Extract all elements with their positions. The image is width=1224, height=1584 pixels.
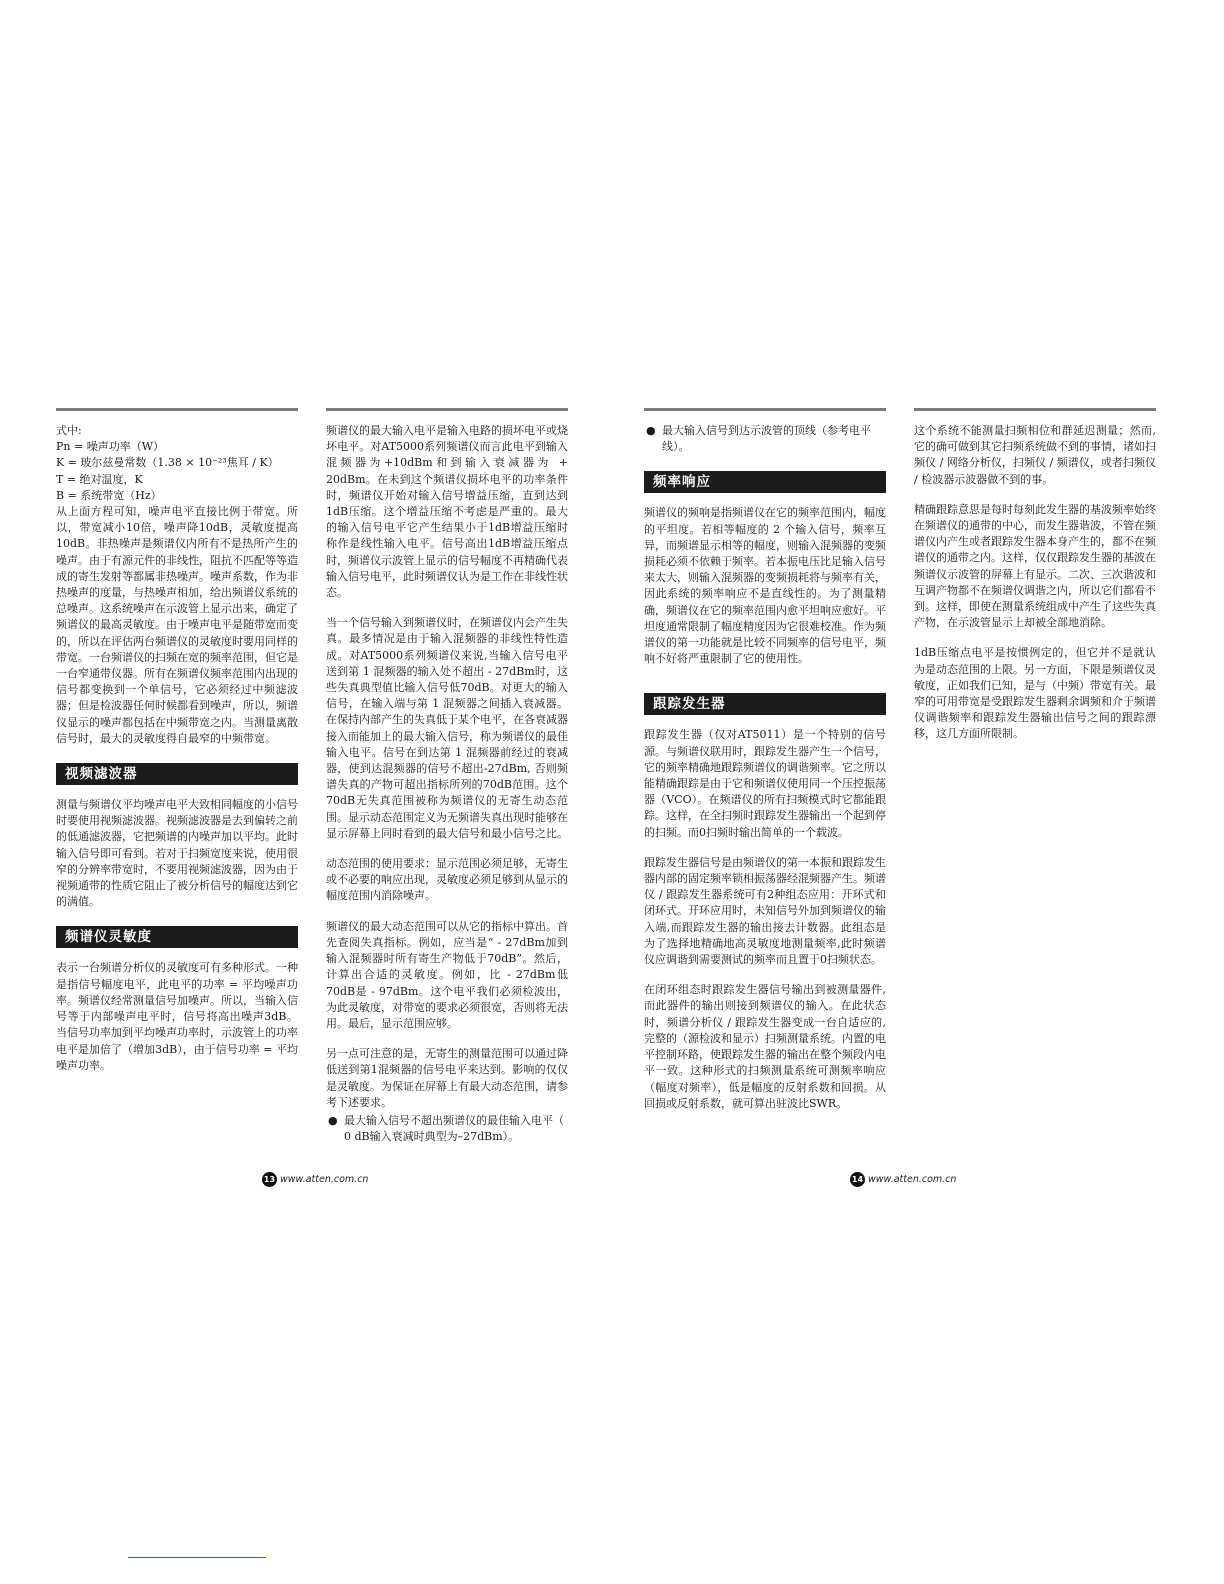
column-rule [914,408,1156,411]
bullet-text: 最大输入信号到达示波管的顶线（参考电平线）。 [662,424,871,454]
paragraph: 表示一台频谱分析仪的灵敏度可有多种形式。一种是指信号幅度电平，此电平的功率 = 平均噪声功率。频谱仪经常测量信号加噪声。所以，当输入信号等于内部噪声电平时，信号将高出噪声3dB。当信号功率加到平均噪声功率时，示波管上的功率电平是加倍了（增加3dB），由于信号功率 = 平均噪声功率。 [56,961,298,1072]
paragraph: 从上面方程可知，噪声电平直接比例于带宽。所以，带宽减小10倍，噪声降10dB，灵敏度提高10dB。非热噪声是频谱仪内所有不是热所产生的噪声。由于有源元件的非线性，阻抗不匹配等等造成的寄生发射等都属非热噪声。噪声系数，作为非热噪声的度量，与热噪声相加，给出频谱仪系统的总噪声。这系统噪声在示波管上显示出来，确定了频谱仪的最高灵敏度。由于噪声电平是随带宽而变的，所以在评估两台频谱仪的灵敏度时要用同样的带宽。一台频谱仪的扫频在宽的频率范围，但它是一台窄通带仪器。所有在频谱仪频率范围内出现的信号都变换到一个单信号，它必须经过中频滤波器；但是检波器任何时候都看到噪声，所以，频谱仪显示的噪声都包括在中频带宽之内。当测量离散信号时，最大的灵敏度得自最窄的中频带宽。 [56,505,298,745]
bottom-divider-line [128,1557,266,1558]
paragraph: 频谱仪的最大输入电平是输入电路的损坏电平或烧坏电平。对AT5000系列频谱仪而言此电平到输入混频器为+10dBm和到输入衰减器为 + 20dBm。在未到这个频谱仪损坏电平的功率条件时，频谱仪开始对输入信号增益压缩，直到达到1dB压缩。这个增益压缩不考虑是严重的。最大的输入信号电平它产生结果小于1dB增益压缩时称作是线性输入电平。信号高出1dB增益压缩点时，频谱仪示波管上显示的信号幅度不再精确代表输入信号电平，此时频谱仪认为是工作在非线性状态。 [326,424,568,600]
paragraph: 当一个信号输入到频谱仪时，在频谱仪内会产生失真。最多情况是由于输入混频器的非线性特性造成。对AT5000系列频谱仪来说,当输入信号电平送到第 1 混频器的输入处不超出 - 27dBm时，这些失真典型值比输入信号低70dB。对更大的输入信号，在输入端与第 1 混频器之间插入衰减器。在保持内部产生的失真低于某个电平，在各衰减器接入而能加上的最大输入信号，称为频谱仪的最佳输入电平。信号在到达第 1 混频器前经过的衰减器，使到达混频器的信号不超出-27dBm, 否则频谱失真的产物可超出指标所列的70dB范围。这个70dB无失真范围被称为频谱仪的无寄生动态范围。显示动态范围定义为无频谱失真出现时能够在显示屏幕上同时看到的最大信号和最小信号之比。 [326,616,568,840]
paragraph: 动态范围的使用要求：显示范围必须足够，无寄生或不必要的响应出现，灵敏度必须足够到从显示的幅度范围内消除噪声。 [326,857,568,903]
column-rule [644,408,886,411]
formula-line: 式中: [56,424,82,437]
column-4 [914,408,1156,757]
footer-url[interactable]: www.atten.com.cn [868,1174,957,1185]
section-heading-sensitivity: 频谱仪灵敏度 [56,926,298,948]
bullet-item [326,1113,568,1145]
bullet-dot-icon: ● [646,424,656,437]
paragraph: 测量与频谱仪平均噪声电平大致相同幅度的小信号时要使用视频滤波器。视频滤波器是去到偏转之前的低通滤波器，它把频谱的内噪声加以平均。此时输入信号即可看到。若对于扫频宽度来说，使用很窄的分辨率带宽时，不要用视频滤波器，因为由于视频通带的性质它阻止了被分析信号的幅度达到它的满值。 [56,798,298,909]
paragraph: 精确跟踪意思是每时每刻此发生器的基波频率始终在频谱仪的通带的中心，而发生器谐波，不管在频谱仪内产生或者跟踪发生器本身产生的，都不在频谱仪的通带之内。这样，仅仅跟踪发生器的基波在频谱仪示波管的屏幕上有显示。二次、三次谐波和互调产物都不在频谱仪调谐之内，所以它们都看不到。这样，即使在测量系统组成中产生了这些失真产物，在示波管显示上却被全部地消除。 [914,502,1156,630]
paragraph: 频谱仪的最大动态范围可以从它的指标中算出。首先查阅失真指标。例如，应当是“ - 27dBm加到输入混频器时所有寄生产物低于70dB”。然后，计算出合适的灵敏度。例如，比 - 27dBm低70dB是 - 97dBm。这个电平我们必须检波出，为此灵敏度，对带宽的要求必须很宽，否则将无法用。最后，显示范围应够。 [326,919,568,1030]
paragraph: 在闭环组态时跟踪发生器信号输出到被测量器件,而此器件的输出则接到频谱仪的输入。在此状态时，频谱分析仪 / 跟踪发生器变成一台自适应的,完整的（源检波和显示）扫频测量系统。内置的电平控制环路，使跟踪发生器的输出在整个频段内电平一致。这种形式的扫频测量系统可测频率响应（幅度对频率），低是幅度的反射系数和回损。从回损或反射系数，就可算出驻波比SWR。 [644,983,886,1110]
paragraph: 这个系统不能测量扫频相位和群延迟测量；然而,它的确可做到其它扫频系统做不到的事情，诸如扫频仪 / 网络分析仪，扫频仪 / 频谱仪，或者扫频仪 / 检波器示波器做不到的事。 [914,424,1156,486]
section-heading-video-filter: 视频滤波器 [56,763,298,785]
column-1 [56,408,298,1088]
formula-line: T = 绝对温度，K [56,472,143,486]
page-number: 14 [850,1172,865,1187]
formula-line: Pn = 噪声功率（W） [56,440,165,454]
column-rule [56,408,298,411]
paragraph: 频谱仪的频响是指频谱仪在它的频率范围内，幅度的平坦度。若相等幅度的 2 个输入信号，频率互异，而频谱显示相等的幅度，则输入混频器的变频损耗必须不依赖于频率。若本振电压比足输入信号来太大，则输入混频器的变频损耗将与频率有关，因此系统的频率响应不是直线性的。为了测量精确，频谱仪在它的频率范围内愈平坦响应愈好。平坦度通常限制了幅度精度因为它很难校准。作为频谱仪的第一功能就是比较不同频率的信号电平，频响不好将严重限制了它的使用性。 [644,506,886,666]
footer-right [850,1172,956,1187]
paragraph: 跟踪发生器信号是由频谱仪的第一本振和跟踪发生器内部的固定频率锁相振荡器经混频器产生。频谱仪 / 跟踪发生器系统可有2种组态应用：开环式和闭环式。开环应用时，未知信号外加到频谱仪的输入端,而跟踪发生器的输出接去计数器。此组态是为了选择地精确地高灵敏度地测量频率,此时频谱仪应调谐到需要测试的频率而且置于0扫频状态。 [644,855,886,967]
bullet-text: 最大输入信号不超出频谱仪的最佳输入电平（ 0 dB输入衰减时典型为–27dBm）。 [344,1113,564,1144]
bullet-item [644,423,886,455]
footer-left [262,1172,368,1187]
section-heading-frequency-response: 频率响应 [644,471,886,493]
paragraph: 另一点可注意的是，无寄生的测量范围可以通过降低送到第1混频器的信号电平来达到。影响的仅仅是灵敏度。为保证在屏幕上有最大动态范围，请参考下述要求。 [326,1047,568,1109]
formula-line: B = 系统带宽（Hz） [56,488,162,502]
footer-url[interactable]: www.atten.com.cn [280,1174,369,1185]
formula-line: K = 玻尔兹曼常数（1.38 × 10⁻²³焦耳 / K） [56,456,279,470]
paragraph: 跟踪发生器（仅对AT5011）是一个特别的信号源。与频谱仪联用时，跟踪发生器产生一个信号，它的频率精确地跟踪频谱仪的调谐频率。它之所以能精确跟踪是由于它和频谱仪使用同一个压控振荡器（VCO）。在频谱仪的所有扫频模式时它都能跟踪。这样，在全扫频时跟踪发生器输出一个起到停的扫频。而0扫频时输出简单的一个载波。 [644,728,886,839]
column-rule [326,408,568,411]
page-number: 13 [262,1172,277,1187]
section-heading-tracking-generator: 跟踪发生器 [644,693,886,715]
paragraph: 1dB压缩点电平是按惯例定的，但它并不是就认为是动态范围的上限。另一方面，下限是频谱仪灵敏度，正如我们已知，是与（中频）带宽有关。最窄的可用带宽是受跟踪发生器剩余调频和介于频谱仪调谐频率和跟踪发生器输出信号之间的跟踪漂移，这几方面所限制。 [914,646,1156,741]
column-2 [326,408,568,1149]
column-3 [644,408,886,1126]
bullet-dot-icon: ● [328,1113,338,1127]
